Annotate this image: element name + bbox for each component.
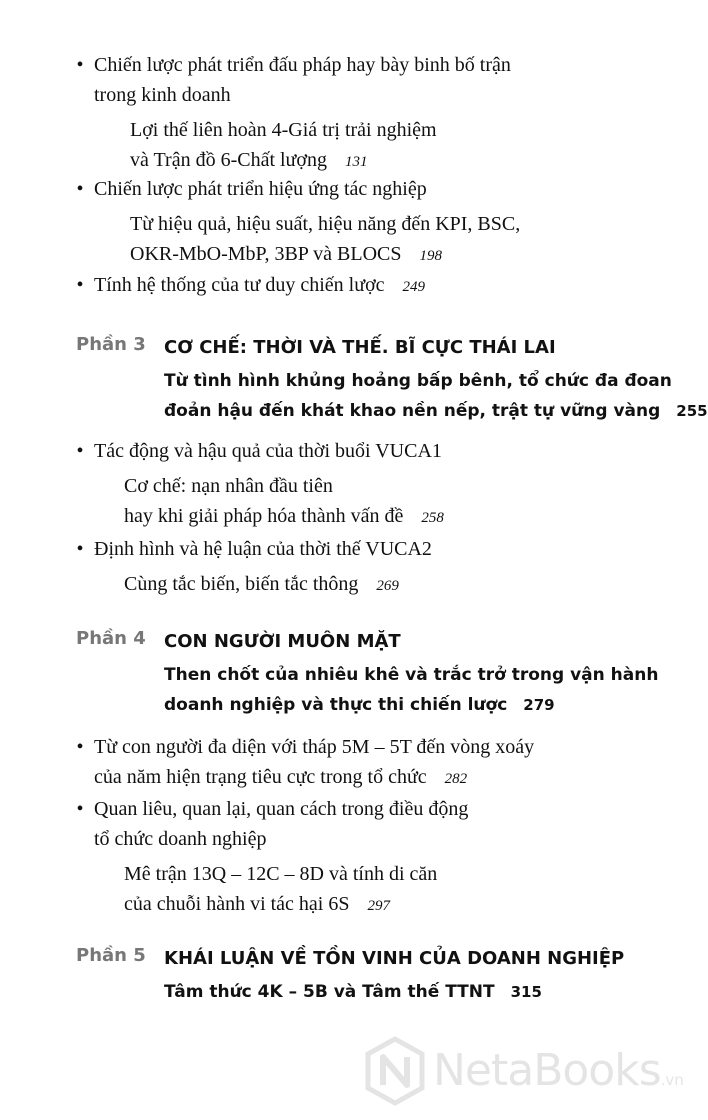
watermark-suffix: .vn (660, 1071, 684, 1089)
page-number: 282 (444, 771, 468, 787)
part-3-heading (72, 334, 708, 426)
entry-title-line: của năm hiện trạng tiêu cực trong tổ chức 282 (94, 766, 468, 788)
page-number: 131 (344, 154, 368, 170)
entry-title-line: Quan liêu, quan lại, quan cách trong điều động (94, 798, 469, 820)
page-number: 198 (419, 248, 443, 264)
bullet-icon: • (76, 440, 84, 462)
entry-title-line: tổ chức doanh nghiệp (94, 828, 267, 850)
part-title: KHÁI LUẬN VỀ TỒN VINH CỦA DOANH NGHIỆP (164, 948, 625, 969)
entry-subtitle-line: Mê trận 13Q – 12C – 8D và tính di căn (124, 863, 438, 885)
part-label: Phần 3 (76, 334, 146, 355)
page-number: 279 (523, 696, 555, 714)
entry-title-line: Chiến lược phát triển hiệu ứng tác nghiệp (94, 178, 427, 200)
entry-title-line: Chiến lược phát triển đấu pháp hay bày binh bố trận (94, 54, 511, 76)
entry-subtitle-line: hay khi giải pháp hóa thành vấn đề 258 (124, 505, 444, 527)
toc-entry-vuca1 (72, 436, 672, 533)
page-number: 297 (367, 898, 390, 914)
page-number: 258 (421, 510, 444, 526)
entry-title-line: Định hình và hệ luận của thời thế VUCA2 (94, 538, 432, 560)
page-number: 255 (676, 402, 708, 420)
toc-entry-5m-5t (72, 732, 672, 794)
bullet-icon: • (76, 178, 84, 200)
toc-entry-systemic-thinking (72, 270, 672, 302)
part-4-heading (72, 628, 682, 720)
part-subtitle-line: doanh nghiệp và thực thi chiến lược 279 (164, 695, 555, 715)
bullet-icon: • (76, 736, 84, 758)
page-number: 249 (402, 279, 426, 295)
entry-subtitle-line: Từ hiệu quả, hiệu suất, hiệu năng đến KPI, BSC, (130, 213, 521, 235)
part-subtitle-line: Từ tình hình khủng hoảng bấp bênh, tổ chức đa đoan (164, 371, 672, 391)
part-subtitle-line: Then chốt của nhiêu khê và trắc trở trong vận hành (164, 665, 659, 685)
entry-subtitle-line: Cơ chế: nạn nhân đầu tiên (124, 475, 333, 497)
part-label: Phần 5 (76, 945, 146, 966)
toc-entry-vuca2 (72, 534, 672, 601)
page-number: 315 (510, 983, 542, 1001)
bullet-icon: • (76, 274, 84, 296)
entry-subtitle-line: của chuỗi hành vi tác hại 6S 297 (124, 893, 390, 915)
entry-title-line: Tính hệ thống của tư duy chiến lược 249 (94, 274, 426, 296)
entry-title-line: Tác động và hậu quả của thời buổi VUCA1 (94, 440, 442, 462)
bullet-icon: • (76, 538, 84, 560)
part-label: Phần 4 (76, 628, 146, 649)
entry-subtitle-line: OKR-MbO-MbP, 3BP và BLOCS 198 (130, 243, 443, 265)
part-5-heading (72, 945, 682, 1007)
netabooks-logo-icon (365, 1037, 425, 1105)
toc-entry-operational-effect (72, 174, 672, 271)
bullet-icon: • (76, 798, 84, 820)
watermark-brand: NetaBooks.vn (433, 1045, 684, 1096)
bullet-icon: • (76, 54, 84, 76)
netabooks-watermark (365, 1033, 695, 1113)
entry-subtitle-line: và Trận đồ 6-Chất lượng 131 (130, 149, 368, 171)
part-subtitle-line: Tâm thức 4K – 5B và Tâm thế TTNT 315 (164, 982, 542, 1002)
toc-entry-strategy-tactics (72, 50, 672, 177)
entry-title-line: trong kinh doanh (94, 84, 231, 106)
part-title: CƠ CHẾ: THỜI VÀ THẾ. BĨ CỰC THÁI LAI (164, 337, 556, 358)
toc-entry-bureaucracy (72, 794, 672, 921)
entry-title-line: Từ con người đa diện với tháp 5M – 5T đến vòng xoáy (94, 736, 535, 758)
part-title: CON NGƯỜI MUÔN MẶT (164, 631, 401, 652)
entry-subtitle-line: Lợi thế liên hoàn 4-Giá trị trải nghiệm (130, 119, 437, 141)
entry-subtitle-line: Cùng tắc biến, biến tắc thông 269 (124, 573, 399, 595)
part-subtitle-line: đoản hậu đến khát khao nền nếp, trật tự vững vàng 255 (164, 401, 708, 421)
page-number: 269 (376, 578, 399, 594)
